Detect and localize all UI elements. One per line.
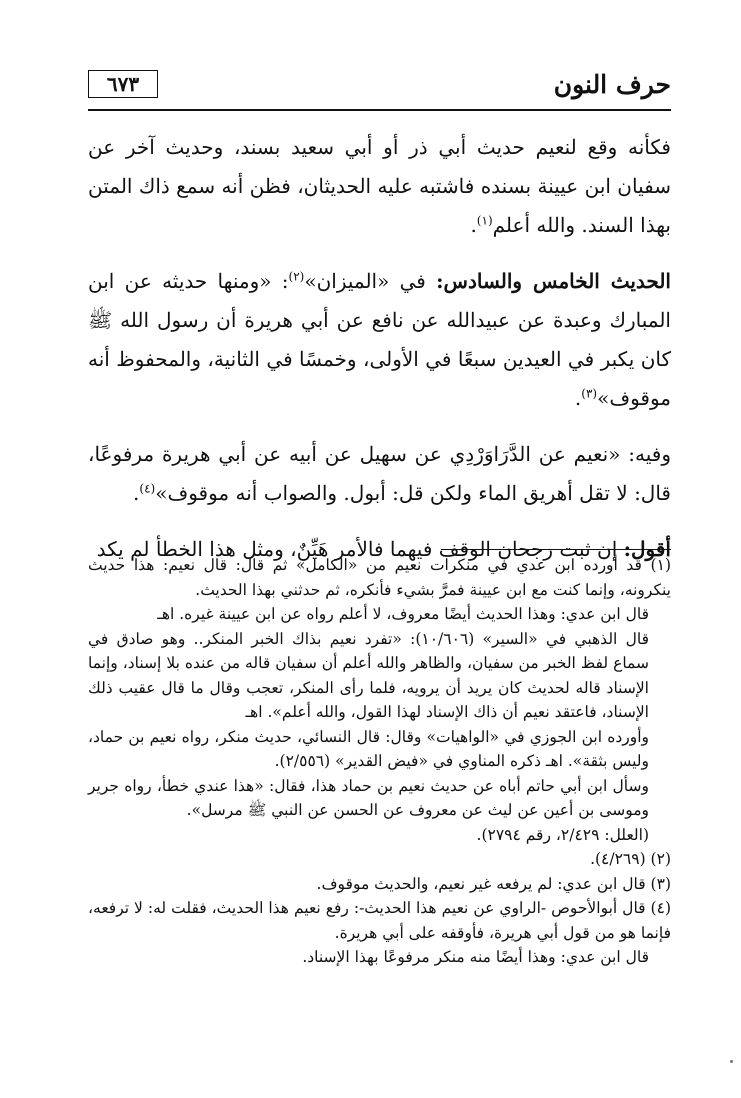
chapter-title: حرف النون bbox=[553, 70, 671, 99]
footnote-1-line-4: وأورده ابن الجوزي في «الواهيات» وقال: قال النسائي، حديث منكر، رواه نعيم بن حماد، وليس بثقة». اهـ ذكره المناوي في «فيض القدير» (٢/٥٥٦). bbox=[88, 727, 649, 770]
paragraph-2 bbox=[88, 262, 671, 418]
footnote-1-line-2: قال ابن عدي: وهذا الحديث أيضًا معروف، لا أعلم رواه عن ابن عيينة غيره. اهـ bbox=[157, 605, 649, 623]
paragraph-4-text: إن ثبت رجحان الوقف فيهما فالأمر هَيِّنٌ، ومثل هذا الخطأ لم يكد bbox=[96, 537, 624, 561]
footnote-ref-4: (٤) bbox=[139, 481, 156, 496]
scan-speck bbox=[730, 1060, 733, 1063]
paragraph-1: فكأنه وقع لنعيم حديث أبي ذر أو أبي سعيد بسند، وحديث آخر عن سفيان ابن عيينة بسنده فاشتبه عليه الحديثان، فظن أنه سمع ذاك المتن بهذا السند. والله أعلم$^{(١)}$. bbox=[88, 135, 671, 237]
footnote-ref-3: (٣) bbox=[581, 386, 598, 401]
header-divider bbox=[88, 109, 671, 111]
footnote-2: (٢) (٤/٢٦٩). bbox=[590, 850, 671, 868]
footnote-1-line-6: (العلل: ٢/٤٢٩، رقم ٢٧٩٤). bbox=[476, 825, 649, 844]
footnote-1-line-5: وسأل ابن أبي حاتم أباه عن حديث نعيم بن حماد هذا، فقال: «هذا عندي خطأ، رواه جرير وموسى بن أعين عن ليث عن معروف عن الحسن عن النبي ﷺ مرسل». bbox=[88, 776, 649, 819]
footnote-4-line-2: قال ابن عدي: وهذا أيضًا منه منكر مرفوعًا بهذا الإسناد. bbox=[302, 948, 649, 966]
footnote-ref-1: (١) bbox=[476, 213, 493, 228]
paragraph-4-heading: أقول: bbox=[623, 537, 671, 561]
paragraph-3-text: وفيه: «نعيم عن الدَّرَاوَرْدِي عن سهيل عن أبيه عن أبي هريرة مرفوعًا، قال: لا تقل أهريق الماء ولكن قل: أبول. والصواب أنه موقوف» bbox=[88, 442, 671, 505]
footnote-1-line-1: (١) قد أورده ابن عدي في منكرات نعيم من «الكامل» ثم قال: قال نعيم: هذا حديث ينكرونه، وإنما كنت مع ابن عيينة فمرَّ بشيء فأنكره، ثم حدثني بهذا الحديث. bbox=[88, 556, 671, 599]
footnote-3: (٣) قال ابن عدي: لم يرفعه غير نعيم، والحديث موقوف. bbox=[316, 874, 671, 893]
footnote-divider bbox=[441, 549, 671, 550]
running-header bbox=[88, 66, 671, 110]
footnote-ref-2: (٢) bbox=[288, 269, 305, 284]
paragraph-2-text: في «الميزان» bbox=[304, 269, 437, 293]
paragraph-3-end: . bbox=[133, 481, 140, 505]
footnote-4-line-1: (٤) قال أبوالأحوص -الراوي عن نعيم هذا الحديث-: رفع نعيم هذا الحديث، فقلت له: لا ترفعه، فإنما هو من قول أبي هريرة، فأوقفه على أبي هريرة. bbox=[88, 899, 671, 942]
paragraph-2-heading: الحديث الخامس والسادس: bbox=[436, 269, 671, 293]
footnotes bbox=[88, 553, 671, 970]
paragraph-1-text: فكأنه وقع لنعيم حديث أبي ذر أو أبي سعيد بسند، وحديث آخر عن سفيان ابن عيينة بسنده فاشتبه عليه الحديثان، فظن أنه سمع ذاك المتن بهذا السند. والله أعلم bbox=[88, 135, 671, 237]
main-text bbox=[88, 128, 671, 586]
paragraph-3 bbox=[88, 435, 671, 513]
page-number: ٦٧٣ bbox=[88, 70, 158, 98]
footnote-1-line-3: قال الذهبي في «السير» (١٠/٦٠٦): «تفرد نعيم بذاك الخبر المنكر.. وهو صادق في سماع لفظ الخبر من سفيان، والظاهر والله أعلم أن سفيان قاله من عنده بلا إسناد، وإنما الإسناد قاله لحديث كان يريد أن يرويه، فلما رأى المنكر، تعجب وقال ما قال عقيب ذلك الإسناد، فاعتقد نعيم أن ذاك الإسناد لهذا القول، والله أعلم». اهـ bbox=[88, 629, 649, 721]
paragraph-2-end: . bbox=[574, 386, 582, 410]
paragraph-2-quote: : «ومنها حديثه عن ابن المبارك وعبدة عن عبيدالله عن نافع عن أبي هريرة أن رسول الله ﷺ كان يكبر في العيدين سبعًا في الأولى، وخمسًا في الثانية، والمحفوظ أنه موقوف» bbox=[88, 269, 671, 410]
